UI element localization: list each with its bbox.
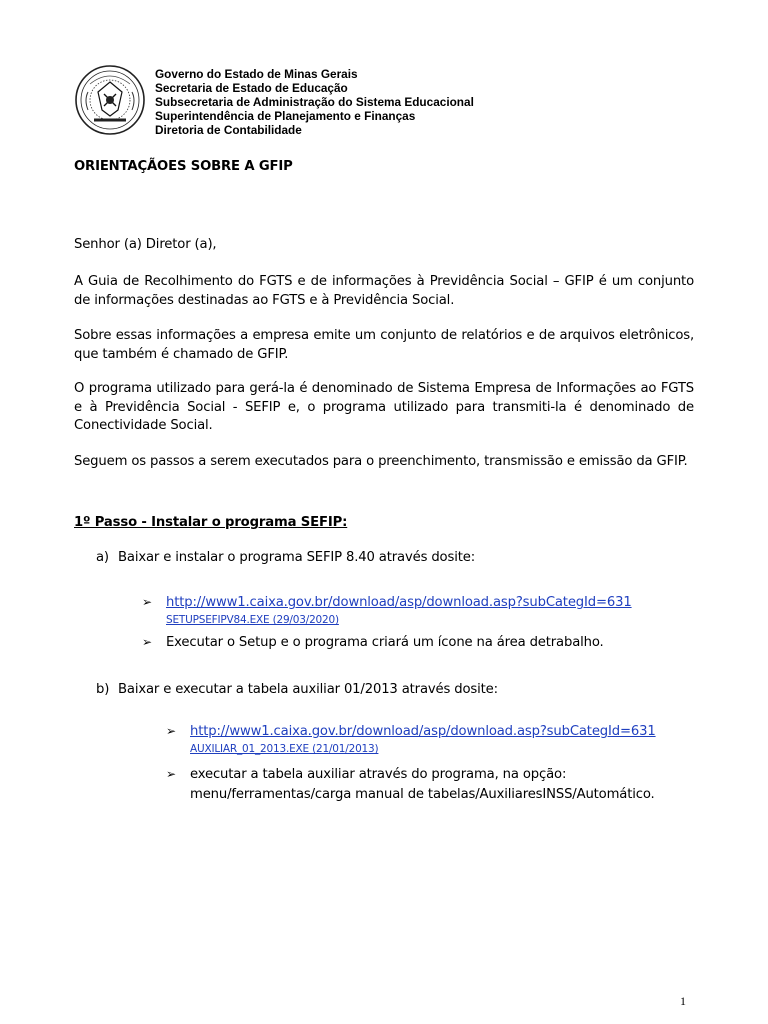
item-b-label: b) (96, 682, 110, 697)
item-b-instruction-line1: executar a tabela auxiliar através do programa, na opção: (190, 767, 567, 782)
item-b-text: Baixar e executar a tabela auxiliar 01/2013 através dosite: (118, 682, 498, 697)
auxiliar-download-link[interactable]: http://www1.caixa.gov.br/download/asp/download.asp?subCategId=631 (190, 724, 656, 739)
header-line-government: Governo do Estado de Minas Gerais (155, 67, 358, 81)
auxiliar-file-link[interactable]: AUXILIAR_01_2013.EXE (21/01/2013) (190, 743, 379, 755)
salutation: Senhor (a) Diretor (a), (74, 237, 217, 252)
sefip-download-link[interactable]: http://www1.caixa.gov.br/download/asp/download.asp?subCategId=631 (166, 595, 632, 610)
paragraph-steps-intro: Seguem os passos a serem executados para o preenchimento, transmissão e emissão da GFIP. (74, 454, 688, 469)
arrow-bullet-icon: ➢ (142, 635, 152, 649)
paragraph-programs: O programa utilizado para gerá-la é denominado de Sistema Empresa de Informações ao FGTS e à Previdência Social - SEFIP e, o programa utilizado para transmiti-la é denominado de Conectividade Social. (74, 381, 694, 434)
coat-of-arms-seal-icon (74, 64, 146, 136)
list-item-a (96, 549, 696, 568)
paragraph-gfip-definition: A Guia de Recolhimento do FGTS e de informações à Previdência Social – GFIP é um conjunto de informações destinadas ao FGTS e à Previdência Social. (74, 274, 694, 308)
arrow-bullet-icon: ➢ (166, 767, 176, 781)
item-a-text: Baixar e instalar o programa SEFIP 8.40 através dosite: (118, 550, 475, 565)
list-item (142, 633, 604, 653)
arrow-bullet-icon: ➢ (142, 595, 152, 609)
page-number: 1 (680, 994, 686, 1008)
item-a-label: a) (96, 550, 109, 565)
document-title: ORIENTAÇÃOES SOBRE A GFIP (74, 159, 293, 174)
organization-header (155, 67, 474, 137)
header-line-subsecretariat: Subsecretaria de Administração do Sistema Educacional (155, 95, 474, 109)
sefip-file-link[interactable]: SETUPSEFIPV84.EXE (29/03/2020) (166, 614, 339, 626)
step1-heading: 1º Passo - Instalar o programa SEFIP: (74, 515, 348, 530)
item-a-instruction: Executar o Setup e o programa criará um ícone na área detrabalho. (166, 635, 604, 650)
list-item-b (96, 681, 696, 700)
item-b-instruction-line2: menu/ferramentas/carga manual de tabelas/AuxiliaresINSS/Automático. (190, 787, 655, 802)
arrow-bullet-icon: ➢ (166, 724, 176, 738)
header-line-directorate: Diretoria de Contabilidade (155, 123, 302, 137)
list-item (142, 593, 632, 613)
list-item (166, 722, 656, 742)
list-item (166, 765, 566, 785)
paragraph-reports: Sobre essas informações a empresa emite um conjunto de relatórios e de arquivos eletrônicos, que também é chamado de GFIP. (74, 328, 694, 362)
header-line-superintendence: Superintendência de Planejamento e Finanças (155, 109, 416, 123)
header-line-secretariat: Secretaria de Estado de Educação (155, 81, 348, 95)
